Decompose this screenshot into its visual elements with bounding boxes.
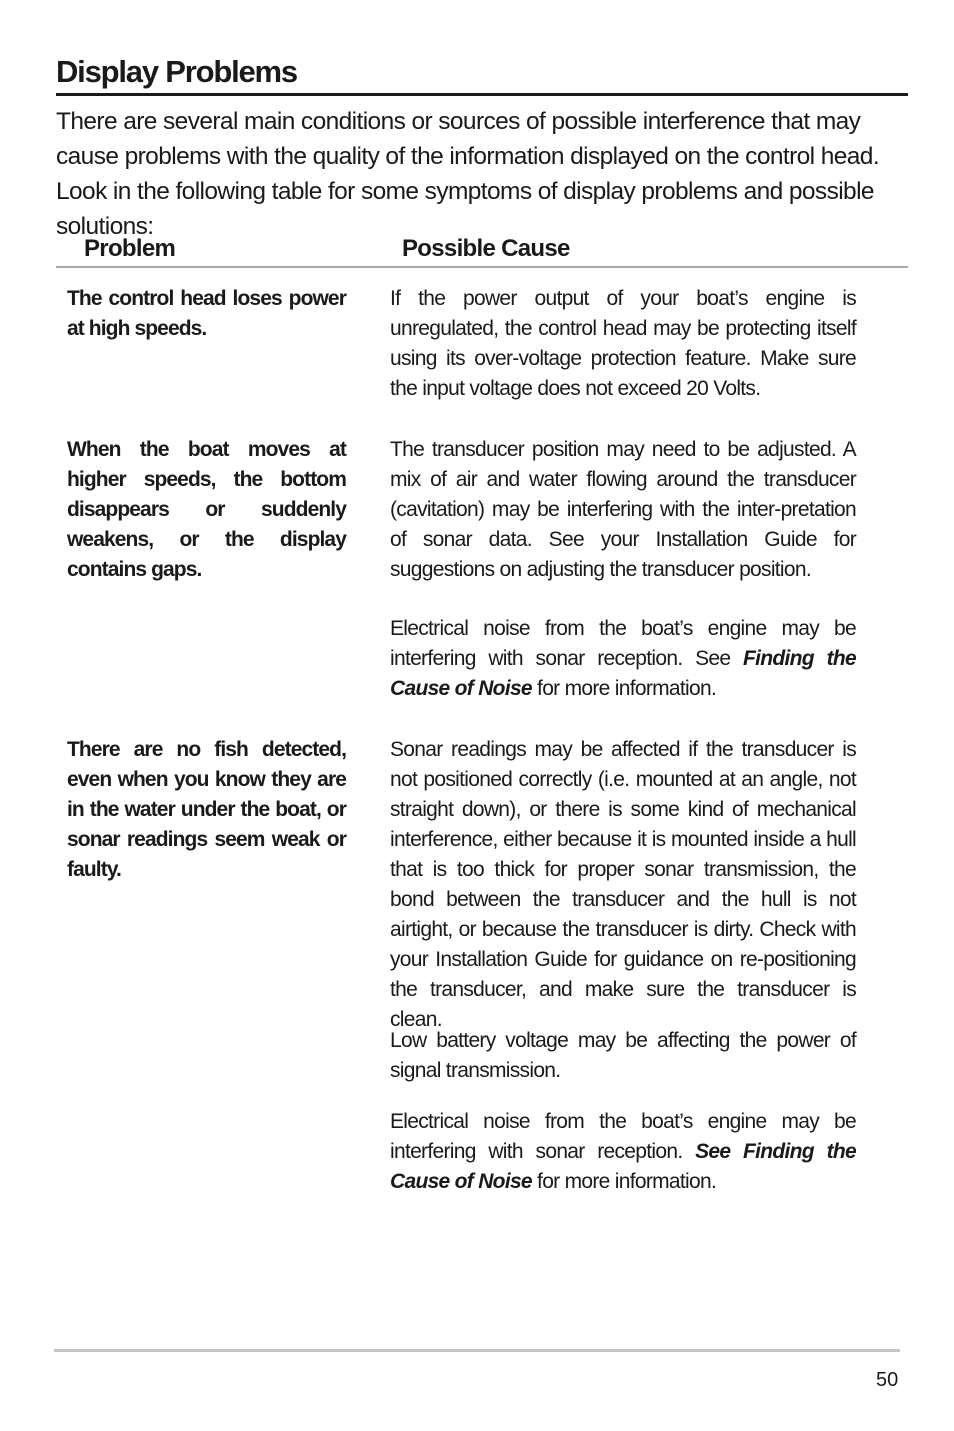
cause-cell: [390, 614, 856, 704]
cause-text: for more information.: [531, 1170, 717, 1193]
problem-cell: The control head loses power at high speeds.: [67, 287, 346, 340]
cause-cell: Low battery voltage may be affecting the power of signal transmission.: [390, 1029, 856, 1082]
problem-cell: There are no fish detected, even when you know they are in the water under the boat, or sonar readings seem weak or faulty.: [67, 738, 346, 881]
cross-reference: See Finding the Cause of Noise: [390, 1140, 856, 1193]
cause-text: for more information.: [531, 677, 717, 700]
problem-cell: When the boat moves at higher speeds, the bottom disappears or suddenly weakens, or the display contains gaps.: [67, 438, 346, 581]
footer-divider: [54, 1349, 900, 1352]
page-title: Display Problems: [56, 54, 297, 89]
cross-reference: Finding the Cause of Noise: [390, 647, 856, 700]
page-number: 50: [876, 1369, 899, 1391]
cause-cell: Sonar readings may be affected if the transducer is not positioned correctly (i.e. mounted at an angle, not straight down), or there is some kind of mechanical interference, either because it is mounted inside a hull that is too thick for proper sonar transmission, the bond between the transducer and the hull is not airtight, or because the transducer is dirty. Check with your Installation Guide for guidance on re-positioning the transducer, and make sure the transducer is clean.: [390, 738, 856, 1031]
cause-cell: The transducer position may need to be adjusted. A mix of air and water flowing around the transducer (cavitation) may be interfering with the inter-pretation of sonar data. See your Installation Guide for suggestions on adjusting the transducer position.: [390, 438, 856, 581]
intro-paragraph: There are several main conditions or sources of possible interference that may cause problems with the quality of the information displayed on the control head. Look in the following table for some symptoms of display problems and possible solutions:: [56, 108, 880, 240]
cause-cell: If the power output of your boat’s engine is unregulated, the control head may be protecting itself using its over-voltage protection feature. Make sure the input voltage does not exceed 20 Volts.: [390, 287, 856, 400]
column-header-possible-cause: Possible Cause: [402, 235, 570, 262]
table-header-divider: [56, 266, 908, 268]
title-divider: [56, 93, 908, 96]
cause-cell: [390, 1107, 856, 1197]
cause-text: Electrical noise from the boat’s engine may be interfering with sonar reception. See: [390, 617, 856, 670]
cause-text: Electrical noise from the boat’s engine may be interfering with sonar reception.: [390, 1110, 856, 1163]
column-header-problem: Problem: [84, 235, 176, 262]
